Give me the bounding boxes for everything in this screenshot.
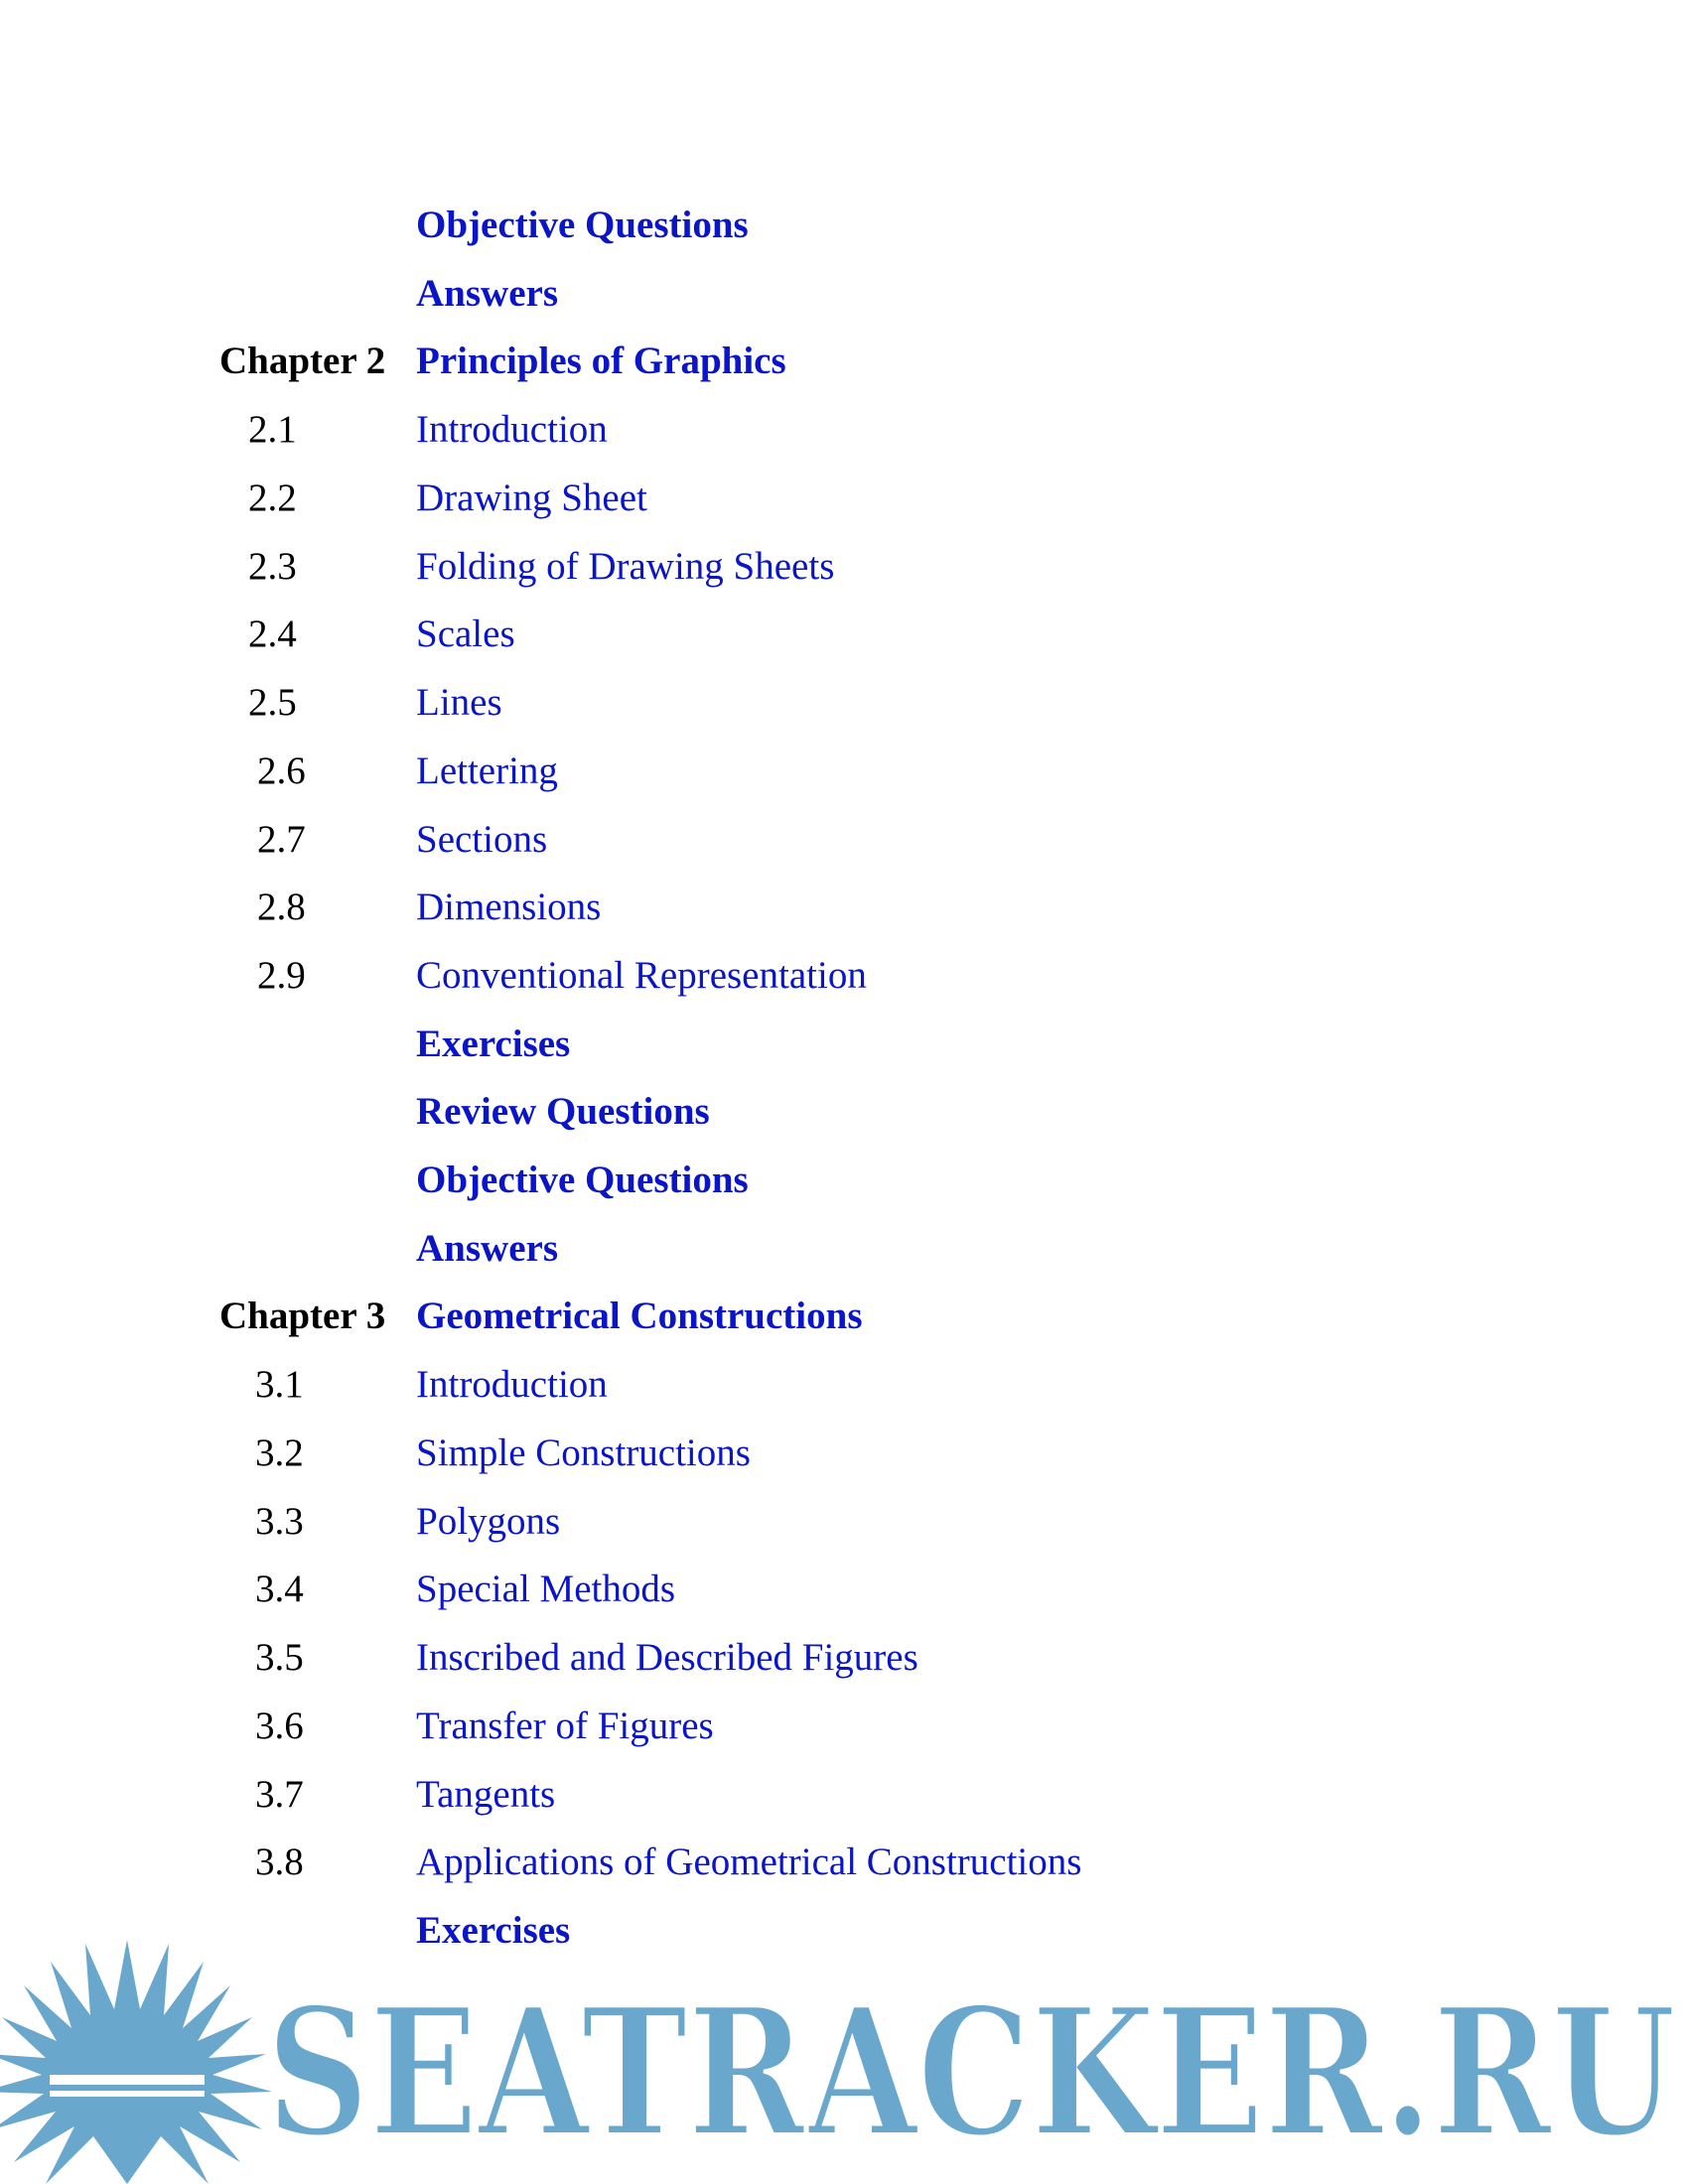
toc-item-number: 2.6	[257, 750, 306, 792]
toc-item-title[interactable]: Introduction	[416, 1363, 608, 1406]
toc-chapter-title[interactable]: Geometrical Constructions	[416, 1295, 863, 1337]
toc-item-title[interactable]: Conventional Representation	[416, 954, 867, 997]
toc-item-title[interactable]: Applications of Geometrical Constructions	[416, 1841, 1082, 1883]
toc-item-title[interactable]: Lettering	[416, 750, 558, 792]
toc-item-title[interactable]: Dimensions	[416, 886, 602, 928]
toc-item-number: 3.6	[255, 1705, 304, 1747]
toc-item-title[interactable]: Drawing Sheet	[416, 477, 647, 519]
toc-item-number: 3.5	[255, 1636, 304, 1679]
toc-item-number: 2.5	[248, 681, 297, 724]
toc-title-review-questions[interactable]: Review Questions	[416, 1090, 710, 1133]
toc-item-title[interactable]: Sections	[416, 818, 548, 861]
toc-item-title[interactable]: Transfer of Figures	[416, 1705, 714, 1747]
toc-item-title[interactable]: Special Methods	[416, 1568, 676, 1610]
toc-title-answers[interactable]: Answers	[416, 272, 558, 315]
toc-item-number: 2.4	[248, 613, 297, 655]
toc-item-number: 2.2	[248, 477, 297, 519]
toc-item-title[interactable]: Inscribed and Described Figures	[416, 1636, 918, 1679]
watermark-text: SEATRACKER.RU	[266, 1969, 1676, 2176]
toc-chapter-number: Chapter 2	[219, 340, 386, 382]
toc-item-number: 2.9	[257, 954, 306, 997]
toc-item-title[interactable]: Simple Constructions	[416, 1432, 751, 1474]
watermark	[0, 1926, 1688, 2184]
toc-item-title[interactable]: Polygons	[416, 1500, 561, 1543]
toc-item-title[interactable]: Folding of Drawing Sheets	[416, 545, 835, 588]
toc-item-title[interactable]: Scales	[416, 613, 515, 655]
toc-item-number: 3.7	[255, 1773, 304, 1816]
toc-item-number: 2.8	[257, 886, 306, 928]
toc-title-exercises[interactable]: Exercises	[416, 1909, 571, 1952]
toc-item-title[interactable]: Tangents	[416, 1773, 556, 1816]
toc-chapter-number: Chapter 3	[219, 1295, 386, 1337]
toc-item-title[interactable]: Introduction	[416, 408, 608, 451]
toc-item-number: 2.7	[257, 818, 306, 861]
toc-item-number: 2.1	[248, 408, 297, 451]
toc-item-number: 3.1	[255, 1363, 304, 1406]
toc-item-number: 3.2	[255, 1432, 304, 1474]
toc-item-number: 2.3	[248, 545, 297, 588]
toc-title-objective-questions[interactable]: Objective Questions	[416, 1159, 749, 1201]
toc-title-answers[interactable]: Answers	[416, 1227, 558, 1270]
toc-title-exercises[interactable]: Exercises	[416, 1023, 571, 1065]
sun-icon	[0, 1940, 272, 2184]
toc-item-number: 3.4	[255, 1568, 304, 1610]
toc-item-number: 3.3	[255, 1500, 304, 1543]
toc-title-objective-questions[interactable]: Objective Questions	[416, 204, 749, 246]
toc-item-title[interactable]: Lines	[416, 681, 502, 724]
toc-chapter-title[interactable]: Principles of Graphics	[416, 340, 786, 382]
toc-item-number: 3.8	[255, 1841, 304, 1883]
